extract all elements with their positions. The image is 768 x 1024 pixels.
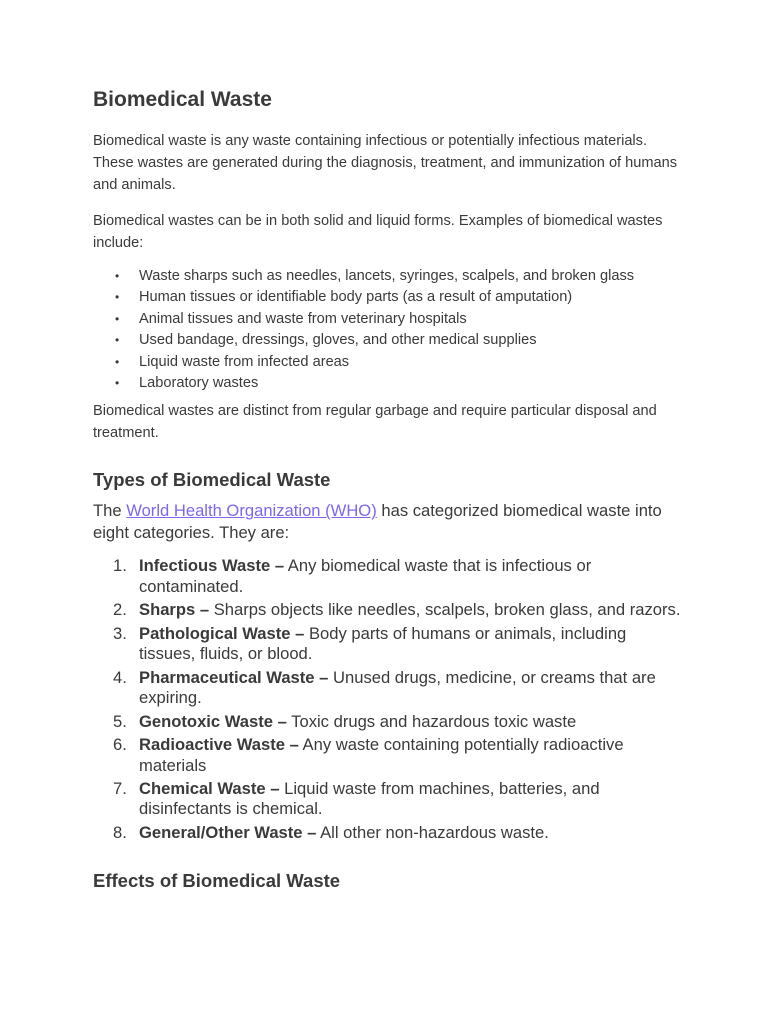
effects-heading: Effects of Biomedical Waste [93, 870, 341, 892]
examples-intro-paragraph: Biomedical wastes can be in both solid and liquid forms. Examples of biomedical wastes include: [93, 213, 663, 251]
category-item: 8. General/Other Waste – All other non-hazardous waste. [113, 823, 549, 843]
bullet-icon: • [115, 354, 120, 369]
category-item: 1. Infectious Waste – Any biomedical waste that is infectious or contaminated. [113, 556, 592, 596]
list-item: • Animal tissues and waste from veterinary hospitals [93, 309, 683, 330]
list-item: • Used bandage, dressings, gloves, and other medical supplies [93, 330, 683, 351]
bullet-icon: • [115, 333, 120, 348]
who-link[interactable]: World Health Organization (WHO) [126, 501, 377, 521]
category-item: 7. Chemical Waste – Liquid waste from machines, batteries, and disinfectants is chemical. [113, 779, 600, 819]
distinct-paragraph: Biomedical wastes are distinct from regular garbage and require particular disposal and treatment. [93, 403, 657, 442]
article-body [93, 84, 683, 901]
types-heading: Types of Biomedical Waste [93, 469, 331, 491]
bullet-icon: • [115, 269, 120, 283]
list-item: • Human tissues or identifiable body parts (as a result of amputation) [93, 287, 683, 308]
category-item: 3. Pathological Waste – Body parts of humans or animals, including tissues, fluids, or blood. [113, 623, 627, 664]
bullet-icon: • [115, 376, 120, 391]
intro-paragraph: Biomedical waste is any waste containing infectious or potentially infectious materials. These wastes are generated during the diagnosis, treatment, and immunization of humans and animals. [93, 133, 678, 193]
category-item: 2. Sharps – Sharps objects like needles, scalpels, broken glass, and razors. [113, 600, 681, 620]
category-item: 5. Genotoxic Waste – Toxic drugs and hazardous toxic waste [113, 711, 577, 731]
list-item: • Liquid waste from infected areas [93, 352, 683, 373]
categories-list [93, 556, 683, 843]
category-item: 4. Pharmaceutical Waste – Unused drugs, medicine, or creams that are expiring. [113, 667, 656, 708]
list-item: • Waste sharps such as needles, lancets, syringes, scalpels, and broken glass [93, 266, 683, 287]
list-item: • Laboratory wastes [93, 373, 683, 394]
examples-list [93, 266, 683, 394]
bullet-icon: • [115, 311, 120, 326]
bullet-icon: • [115, 290, 120, 305]
category-item: 6. Radioactive Waste – Any waste containing potentially radioactive materials [113, 735, 624, 775]
types-intro-paragraph: The World Health Organization (WHO) has categorized biomedical waste into eight categories. They are: [93, 501, 662, 543]
page-title: Biomedical Waste [93, 88, 272, 111]
